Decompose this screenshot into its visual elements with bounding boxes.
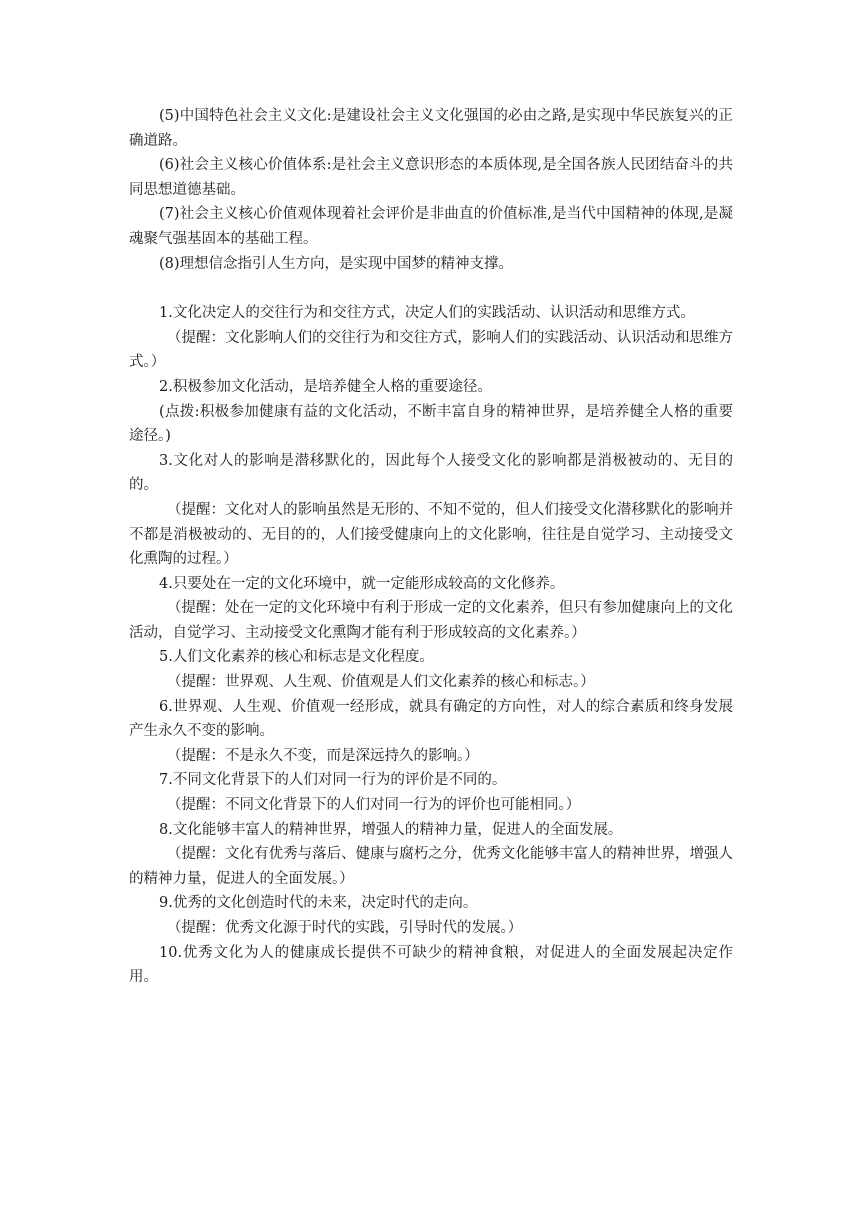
judgment-statement: 7.不同文化背景下的人们对同一行为的评价是不同的。 (159, 772, 507, 789)
judgment-hint: (点拨:积极参加健康有益的文化活动，不断丰富自身的精神世界，是培养健全人格的重要途径。) (129, 403, 733, 445)
judgment-hint: （提醒：不是永久不变，而是深远持久的影响。） (167, 747, 479, 764)
section-gap (129, 276, 733, 301)
judgment-statement: 4.只要处在一定的文化环境中，就一定能形成较高的文化修养。 (159, 575, 565, 592)
judgment-statement: 6.世界观、人生观、价值观一经形成，就具有确定的方向性，对人的综合素质和终身发展产生永久不变的影响。 (129, 698, 733, 740)
judgment-statement: 2.积极参加文化活动，是培养健全人格的重要途径。 (159, 378, 492, 395)
section-principles (129, 104, 733, 276)
judgment-statement: 8.文化能够丰富人的精神世界，增强人的精神力量，促进人的全面发展。 (159, 821, 623, 838)
section-judgments (129, 301, 733, 990)
judgment-hint: （提醒：文化对人的影响虽然是无形的、不知不觉的，但人们接受文化潜移默化的影响并不都是消极被动的、无目的的，人们接受健康向上的文化影响，往往是自觉学习、主动接受文化熏陶的过程。） (129, 501, 733, 568)
judgment-statement: 5.人们文化素养的核心和标志是文化程度。 (159, 649, 434, 666)
principle-item: (6)社会主义核心价值体系:是社会主义意识形态的本质体现,是全国各族人民团结奋斗的共同思想道德基础。 (129, 157, 733, 198)
judgment-statement: 3.文化对人的影响是潜移默化的，因此每个人接受文化的影响都是消极被动的、无目的的。 (129, 452, 733, 494)
document-body (129, 104, 733, 990)
judgment-hint: （提醒：处在一定的文化环境中有利于形成一定的文化素养，但只有参加健康向上的文化活动，自觉学习、主动接受文化熏陶才能有利于形成较高的文化素养。） (129, 600, 733, 641)
judgment-statement: 10.优秀文化为人的健康成长提供不可缺少的精神食粮，对促进人的全面发展起决定作用。 (129, 944, 733, 986)
judgment-hint: （提醒：文化有优秀与落后、健康与腐朽之分，优秀文化能够丰富人的精神世界，增强人的精神力量，促进人的全面发展。） (129, 846, 733, 887)
judgment-statement: 1.文化决定人的交往行为和交往方式，决定人们的实践活动、认识活动和思维方式。 (159, 305, 695, 322)
judgment-hint: （提醒：优秀文化源于时代的实践，引导时代的发展。） (167, 920, 523, 936)
judgment-hint: （提醒：世界观、人生观、价值观是人们文化素养的核心和标志。） (167, 674, 595, 691)
judgment-hint: （提醒：不同文化背景下的人们对同一行为的评价也可能相同。） (167, 797, 581, 814)
judgment-statement: 9.优秀的文化创造时代的未来，决定时代的走向。 (159, 895, 478, 912)
principle-item: (8)理想信念指引人生方向，是实现中国梦的精神支撑。 (159, 255, 514, 272)
principle-item: (5)中国特色社会主义文化:是建设社会主义文化强国的必由之路,是实现中华民族复兴的正确道路。 (129, 108, 733, 149)
judgment-hint: （提醒：文化影响人们的交往行为和交往方式，影响人们的实践活动、认识活动和思维方式。） (129, 329, 733, 371)
principle-item: (7)社会主义核心价值观体现着社会评价是非曲直的价值标准,是当代中国精神的体现,是凝魂聚气强基固本的基础工程。 (129, 206, 733, 247)
